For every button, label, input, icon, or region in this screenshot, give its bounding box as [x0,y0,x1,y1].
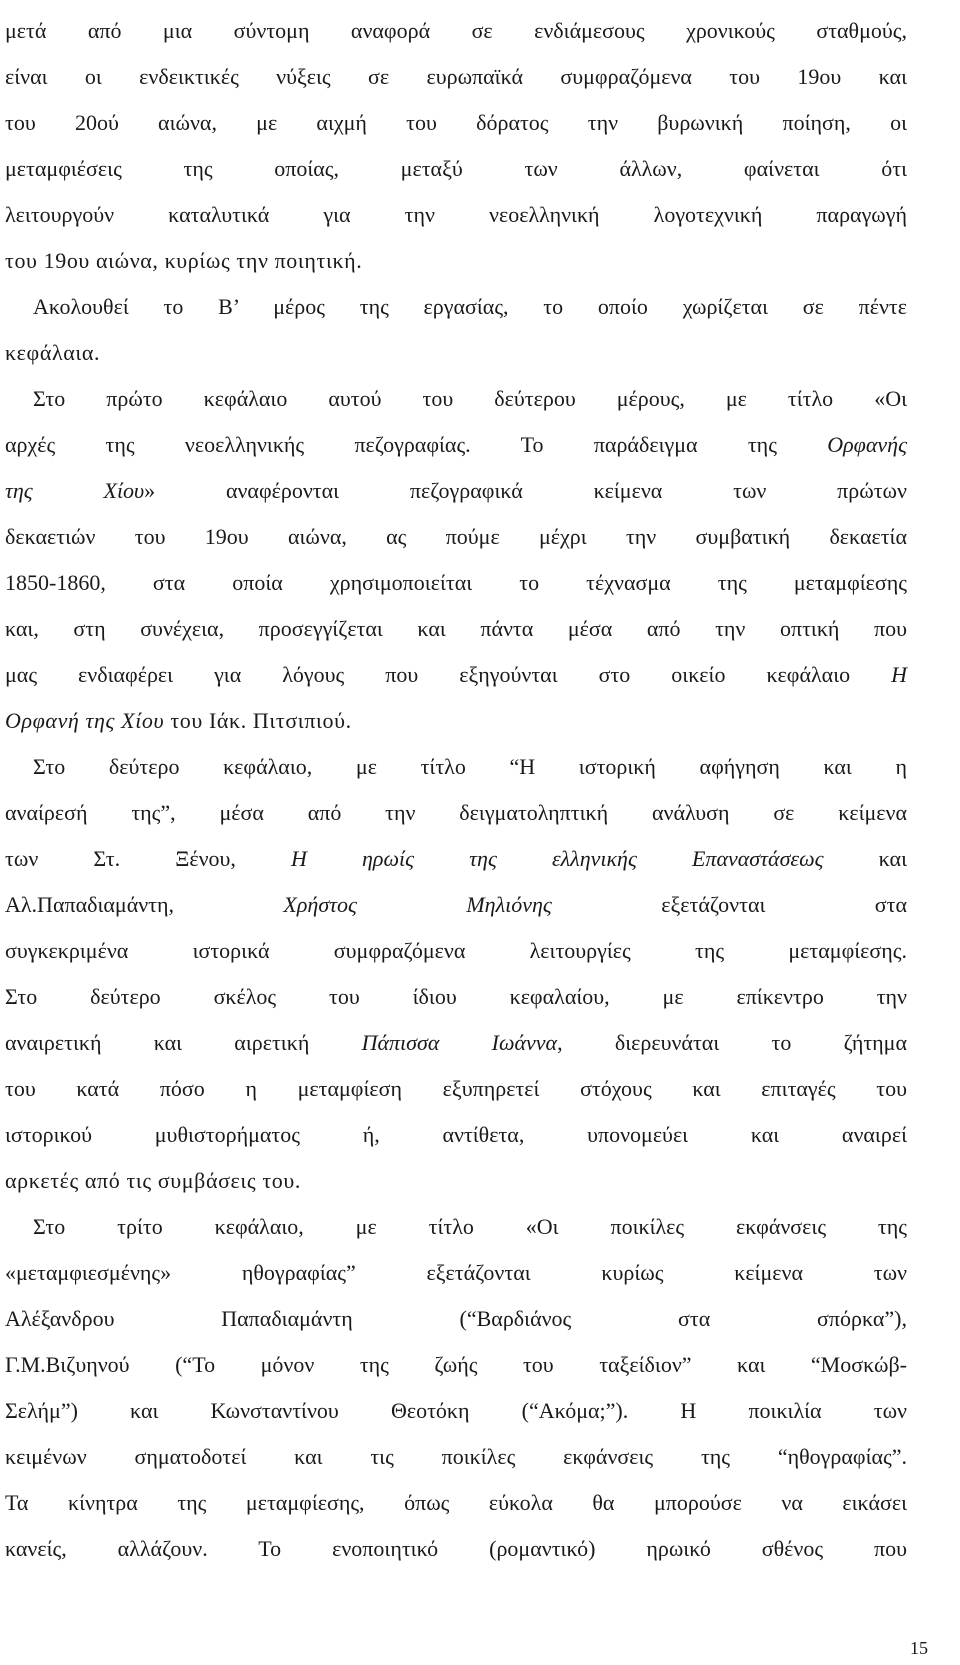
text-line [5,790,907,836]
line-text: των Στ. Ξένου, [5,846,292,871]
line-text: «μεταμφιεσμένης» ηθογραφίας” εξετάζονται κυρίως κείμενα των [5,1260,907,1285]
line-text: αρχές της νεοελληνικής πεζογραφίας. Το παράδειγμα της [5,432,828,457]
line-text: Αλέξανδρου Παπαδιαμάντη (“Βαρδιάνος στα σπόρκα”), [5,1306,907,1331]
line-text: Σελήμ”) και Κωνσταντίνου Θεοτόκη (“Ακόμα;”). Η ποικιλία των [5,1398,907,1423]
line-text: δεκαετιών του 19ου αιώνα, ας πούμε μέχρι την συμβατική δεκαετία [5,524,907,549]
text-line [5,1158,907,1204]
line-text: είναι οι ενδεικτικές νύξεις σε ευρωπαϊκά συμφραζόμενα του 19ου και [5,64,907,89]
text-line [5,330,907,376]
text-line [5,146,907,192]
line-text: μεταμφιέσεις της οποίας, μεταξύ των άλλων, φαίνεται ότι [5,156,907,181]
text-line [5,652,907,698]
text-line [5,1250,907,1296]
line-text: 1850-1860, στα οποία χρησιμοποιείται το τέχνασμα της μεταμφίεσης [5,570,907,595]
line-text: και [823,846,907,871]
line-text: ιστορικού μυθιστορήματος ή, αντίθετα, υπονομεύει και αναιρεί [5,1122,907,1147]
line-text: αναίρεσή της”, μέσα από την δειγματοληπτική ανάλυση σε κείμενα [5,800,907,825]
line-text: Στο δεύτερο κεφάλαιο, με τίτλο “Η ιστορική αφήγηση και η [33,754,907,779]
text-line [5,836,907,882]
italic-title-text: Ορφανή της Χίου [5,708,165,733]
line-text: λειτουργούν καταλυτικά για την νεοελληνική λογοτεχνική παραγωγή [5,202,907,227]
text-line [5,1296,907,1342]
text-line [5,8,907,54]
line-text: Στο τρίτο κεφάλαιο, με τίτλο «Οι ποικίλες εκφάνσεις της [33,1214,907,1239]
text-line [5,100,907,146]
line-text: » αναφέρονται πεζογραφικά κείμενα των πρώτων [144,478,907,503]
text-line [5,1434,907,1480]
text-line [5,54,907,100]
text-line [5,744,907,790]
page-number: 15 [910,1638,928,1658]
line-text: του κατά πόσο η μεταμφίεση εξυπηρετεί στόχους και επιταγές του [5,1076,907,1101]
text-line [5,376,907,422]
line-text: εξετάζονται στα [551,892,907,917]
text-line [5,422,907,468]
italic-title-text: Η [891,662,907,687]
italic-title-text: της Χίου [5,478,145,503]
text-line [5,882,907,928]
line-text: και, στη συνέχεια, προσεγγίζεται και πάντα μέσα από την οπτική που [5,616,907,641]
line-text: κειμένων σηματοδοτεί και τις ποικίλες εκφάνσεις της “ηθογραφίας”. [5,1444,907,1469]
line-text: αναιρετική και αιρετική [5,1030,362,1055]
line-text: Αλ.Παπαδιαμάντη, [5,892,284,917]
line-text: του 19ου αιώνα, κυρίως την ποιητική. [5,248,363,273]
text-line [5,1342,907,1388]
text-line [5,928,907,974]
text-line [5,974,907,1020]
line-text: κανείς, αλλάζουν. Το ενοποιητικό (ρομαντικό) ηρωικό σθένος που [5,1536,907,1561]
body-text [5,8,907,1572]
line-text: Γ.Μ.Βιζυηνού (“Το μόνον της ζωής του ταξείδιον” και “Μοσκώβ- [5,1352,907,1377]
text-line [5,514,907,560]
line-text: Στο δεύτερο σκέλος του ίδιου κεφαλαίου, με επίκεντρο την [5,984,907,1009]
line-text: Ακολουθεί το Β’ μέρος της εργασίας, το οποίο χωρίζεται σε πέντε [33,294,907,319]
line-text: μετά από μια σύντομη αναφορά σε ενδιάμεσους χρονικούς σταθμούς, [5,18,907,43]
line-text: μας ενδιαφέρει για λόγους που εξηγούνται στο οικείο κεφάλαιο [5,662,892,687]
text-line [5,284,907,330]
line-text: αρκετές από τις συμβάσεις του. [5,1168,301,1193]
text-line [5,1020,907,1066]
text-line [5,1388,907,1434]
italic-title-text: Ορφανής [827,432,907,457]
text-line [5,606,907,652]
text-line [5,468,907,514]
line-text: του Ιάκ. Πιτσιπιού. [164,708,352,733]
line-text: κεφάλαια. [5,340,101,365]
italic-title-text: Η ηρωίς της ελληνικής Επαναστάσεως [291,846,824,871]
italic-title-text: Πάπισσα Ιωάννα [361,1030,558,1055]
text-line [5,192,907,238]
line-text: του 20ού αιώνα, με αιχμή του δόρατος την βυρωνική ποίηση, οι [5,110,907,135]
text-line [5,1204,907,1250]
text-line [5,1480,907,1526]
text-line [5,238,907,284]
italic-title-text: Χρήστος Μηλιόνης [283,892,552,917]
text-line [5,698,907,744]
text-line [5,1112,907,1158]
text-line [5,1066,907,1112]
line-text: , διερευνάται το ζήτημα [557,1030,907,1055]
line-text: Στο πρώτο κεφάλαιο αυτού του δεύτερου μέρους, με τίτλο «Οι [33,386,907,411]
text-line [5,1526,907,1572]
text-line [5,560,907,606]
line-text: συγκεκριμένα ιστορικά συμφραζόμενα λειτουργίες της μεταμφίεσης. [5,938,907,963]
line-text: Τα κίνητρα της μεταμφίεσης, όπως εύκολα θα μπορούσε να εικάσει [5,1490,907,1515]
